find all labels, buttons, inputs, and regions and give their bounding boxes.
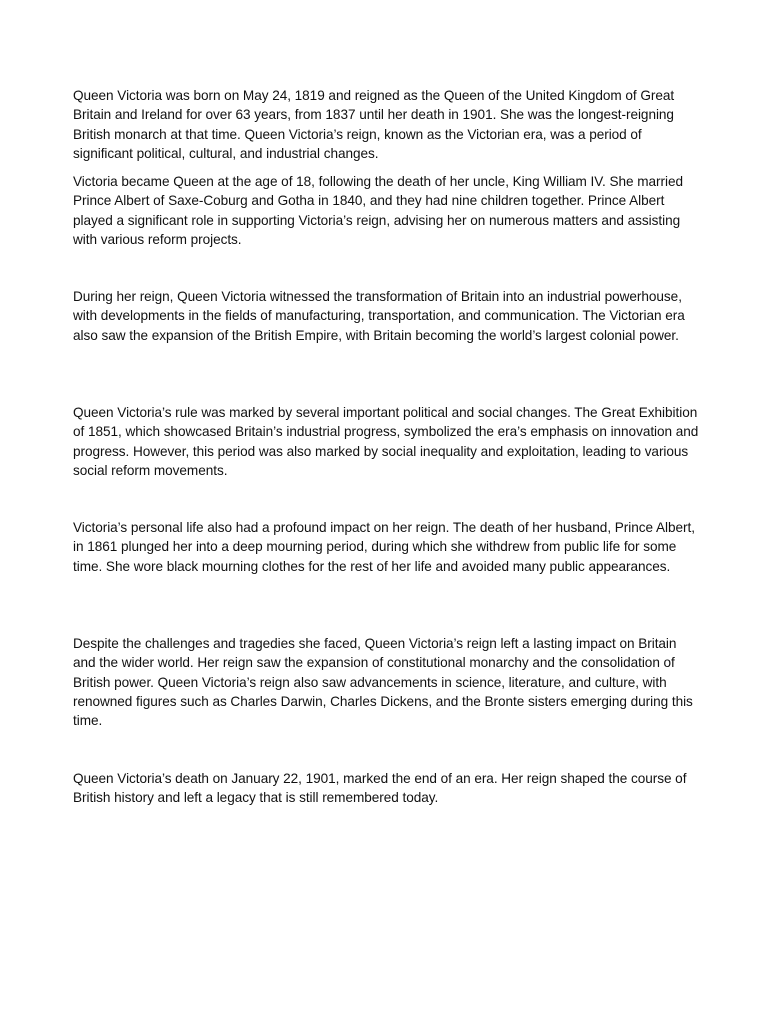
paragraph-personal-life: Victoria’s personal life also had a profound impact on her reign. The death of her husband, Prince Albert, in 1861 plunged her into a deep mourning period, during which she withdrew from public life for some time. She wore black mourning clothes for the rest of her life and avoided many public appearances.: [73, 520, 695, 574]
paragraph-industrial-transformation: During her reign, Queen Victoria witnessed the transformation of Britain into an industrial powerhouse, with developments in the fields of manufacturing, transportation, and communication. The Victorian era also saw the expansion of the British Empire, with Britain becoming the world’s largest colonial power.: [73, 289, 685, 343]
paragraph-death-and-legacy: Queen Victoria’s death on January 22, 1901, marked the end of an era. Her reign shaped the course of British history and left a legacy that is still remembered today.: [73, 771, 687, 806]
paragraph-lasting-impact: Despite the challenges and tragedies she faced, Queen Victoria’s reign left a lasting impact on Britain and the wider world. Her reign saw the expansion of constitutional monarchy and the consolidation of British power. Queen Victoria’s reign also saw advancements in science, literature, and culture, with renowned figures such as Charles Darwin, Charles Dickens, and the Bronte sisters emerging during this time.: [73, 636, 693, 729]
paragraph-political-social-changes: Queen Victoria’s rule was marked by several important political and social changes. The Great Exhibition of 1851, which showcased Britain’s industrial progress, symbolized the era’s emphasis on innovation and progress. However, this period was also marked by social inequality and exploitation, leading to various social reform movements.: [73, 405, 699, 478]
paragraph-accession-and-marriage: Victoria became Queen at the age of 18, following the death of her uncle, King William IV. She married Prince Albert of Saxe-Coburg and Gotha in 1840, and they had nine children together. Prince Albert played a significant role in supporting Victoria’s reign, advising her on numerous matters and assisting with various reform projects.: [73, 174, 683, 247]
paragraph-birth-and-reign: Queen Victoria was born on May 24, 1819 and reigned as the Queen of the United Kingdom of Great Britain and Ireland for over 63 years, from 1837 until her death in 1901. She was the longest-reigning British monarch at that time. Queen Victoria’s reign, known as the Victorian era, was a period of significant political, cultural, and industrial changes.: [73, 88, 675, 161]
